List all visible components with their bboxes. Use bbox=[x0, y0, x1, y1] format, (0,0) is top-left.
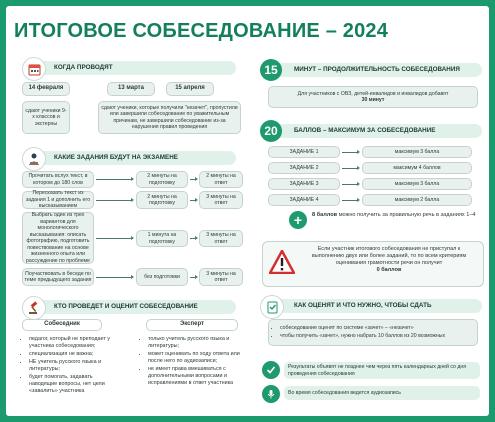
when-header-label: КОГДА ПРОВОДЯТ bbox=[54, 64, 113, 71]
bonus-text bbox=[312, 212, 477, 219]
expert-list bbox=[141, 336, 241, 388]
tasks-header bbox=[26, 151, 236, 165]
expert-title: Эксперт bbox=[146, 319, 238, 331]
arrow-icon bbox=[190, 179, 196, 180]
warning-box bbox=[262, 241, 484, 287]
task-2-answer: 3 минуты на ответ bbox=[199, 191, 243, 209]
page-title: ИТОГОВОЕ СОБЕСЕДОВАНИЕ – 2024 bbox=[14, 20, 389, 42]
audio-box: Во время собеседования ведется аудиозапись bbox=[284, 386, 480, 400]
who-header bbox=[26, 300, 236, 314]
check-icon bbox=[262, 361, 280, 379]
score-max-2: максимум 4 баллов bbox=[362, 162, 472, 174]
grading-header-label: КАК ОЦЕНЯТ И ЧТО НУЖНО, ЧТОБЫ СДАТЬ bbox=[294, 302, 432, 309]
calendar-icon bbox=[22, 57, 46, 81]
list-item: • не имеет права вмешиваться с дополнительными вопросами и исправлениями в ответ участника bbox=[148, 366, 241, 387]
infographic bbox=[6, 6, 489, 416]
task-1-answer: 2 минуты на ответ bbox=[199, 171, 243, 188]
interlocutor-list bbox=[22, 336, 122, 396]
points-header-label: БАЛЛОВ – МАКСИМУМ ЗА СОБЕСЕДОВАНИЕ bbox=[294, 127, 436, 134]
minutes-header-label: МИНУТ – ПРОДОЛЖИТЕЛЬНОСТЬ СОБЕСЕДОВАНИЯ bbox=[294, 66, 460, 73]
score-max-1: максимум 3 балла bbox=[362, 146, 472, 158]
when-note-right: сдают ученики, которые получили "незачет", пропустили или завершили собеседование по уважительным причинам, не завершили собеседование из-за нарушения правил проведения bbox=[98, 101, 241, 134]
list-item: • будет помогать, задавать наводящие вопросы, нет цели «завалить» участника bbox=[29, 374, 122, 395]
checklist-icon bbox=[260, 295, 284, 319]
score-max-3: максимум 3 балла bbox=[362, 178, 472, 190]
task-1: Прочитать вслух текст, в котором до 180 слов bbox=[22, 171, 94, 188]
date-3: 15 апреля bbox=[166, 82, 214, 96]
task-4: Поучаствовать в беседе по теме предыдущего задания bbox=[22, 268, 94, 286]
points-number: 20 bbox=[260, 120, 282, 142]
examiner-icon bbox=[22, 147, 46, 171]
grading-header bbox=[266, 299, 482, 313]
arrow-icon bbox=[342, 152, 358, 153]
list-item: • чтобы получить «зачет», нужно набрать 10 баллов из 20 возможных bbox=[280, 333, 445, 340]
results-box: Результаты объявят не позднее чем через пять календарных дней со дня проведения собеседования bbox=[284, 362, 480, 379]
arrow-icon bbox=[96, 200, 132, 201]
arrow-icon bbox=[96, 179, 132, 180]
arrow-icon bbox=[342, 200, 358, 201]
who-header-label: КТО ПРОВЕДЕТ И ОЦЕНИТ СОБЕСЕДОВАНИЕ bbox=[54, 303, 198, 310]
when-header bbox=[26, 61, 236, 75]
score-max-4: максимум 2 балла bbox=[362, 194, 472, 206]
minutes-box bbox=[268, 86, 478, 108]
score-task-2: ЗАДАНИЕ 2 bbox=[268, 162, 340, 174]
task-4-prep: без подготовки bbox=[136, 268, 188, 286]
warning-text: Если участник итогового собеседования не приступал к выполнению двух или более заданий, то по всем критериям оценивания грамотности речи он получит bbox=[311, 246, 467, 267]
minutes-number: 15 bbox=[260, 59, 282, 81]
list-item: • специализация не важна; bbox=[29, 351, 122, 358]
interlocutor-title: Собеседник bbox=[22, 319, 102, 331]
score-task-1: ЗАДАНИЕ 1 bbox=[268, 146, 340, 158]
arrow-icon bbox=[190, 277, 196, 278]
list-item: • может оценивать по ходу ответа или после него по аудиозаписи; bbox=[148, 351, 241, 365]
plus-icon: + bbox=[289, 211, 307, 229]
arrow-icon bbox=[190, 200, 196, 201]
task-2: Пересказать текст из задания 1 и дополнить его высказыванием bbox=[22, 191, 94, 209]
date-2: 13 марта bbox=[107, 82, 155, 96]
list-item: • только учитель русского языка и литературы; bbox=[148, 336, 241, 350]
when-note-left: сдают ученики 9-х классов и экстерны bbox=[22, 101, 70, 134]
task-1-prep: 2 минуты на подготовку bbox=[136, 171, 188, 188]
gavel-icon bbox=[22, 296, 46, 320]
points-header bbox=[266, 124, 482, 138]
bonus-bold: 8 баллов bbox=[312, 212, 338, 218]
task-2-prep: 2 минуты на подготовку bbox=[136, 191, 188, 209]
warning-bold: 0 баллов bbox=[376, 267, 402, 274]
date-1: 14 февраля bbox=[22, 82, 70, 96]
task-4-answer: 3 минуты на ответ bbox=[199, 268, 243, 286]
task-3-prep: 1 минута на подготовку bbox=[136, 230, 188, 247]
warning-text-block bbox=[301, 246, 477, 275]
score-task-4: ЗАДАНИЕ 4 bbox=[268, 194, 340, 206]
arrow-icon bbox=[96, 238, 132, 239]
arrow-icon bbox=[96, 277, 132, 278]
bonus-desc: можно получить за правильную речь в заданиях 1–4 bbox=[338, 212, 476, 218]
minutes-box-text: Для участников с ОВЗ, детей-инвалидов и инвалидов добавят bbox=[297, 90, 449, 97]
minutes-box-bold: 30 минут bbox=[361, 97, 385, 103]
list-item: • собеседование оценят по системе «зачет» – «незачет» bbox=[280, 325, 445, 332]
task-3-answer: 3 минуты на ответ bbox=[199, 230, 243, 247]
microphone-icon bbox=[262, 385, 280, 403]
tasks-header-label: КАКИЕ ЗАДАНИЯ БУДУТ НА ЭКЗАМЕНЕ bbox=[54, 154, 178, 161]
list-item: • педагог, который не преподает у участника собеседования; bbox=[29, 336, 122, 350]
arrow-icon bbox=[190, 238, 196, 239]
list-item: • НЕ учитель русского языка и литературы; bbox=[29, 359, 122, 373]
grading-box bbox=[268, 319, 478, 346]
warning-icon bbox=[269, 250, 295, 274]
minutes-header bbox=[266, 63, 482, 77]
arrow-icon bbox=[342, 168, 358, 169]
task-3: Выбрать один из трех вариантов для монологического высказывания: описать фотографию, подготовить повествование на основе жизненного опыта или рассуждение по проблеме bbox=[22, 212, 94, 264]
arrow-icon bbox=[342, 184, 358, 185]
score-task-3: ЗАДАНИЕ 3 bbox=[268, 178, 340, 190]
